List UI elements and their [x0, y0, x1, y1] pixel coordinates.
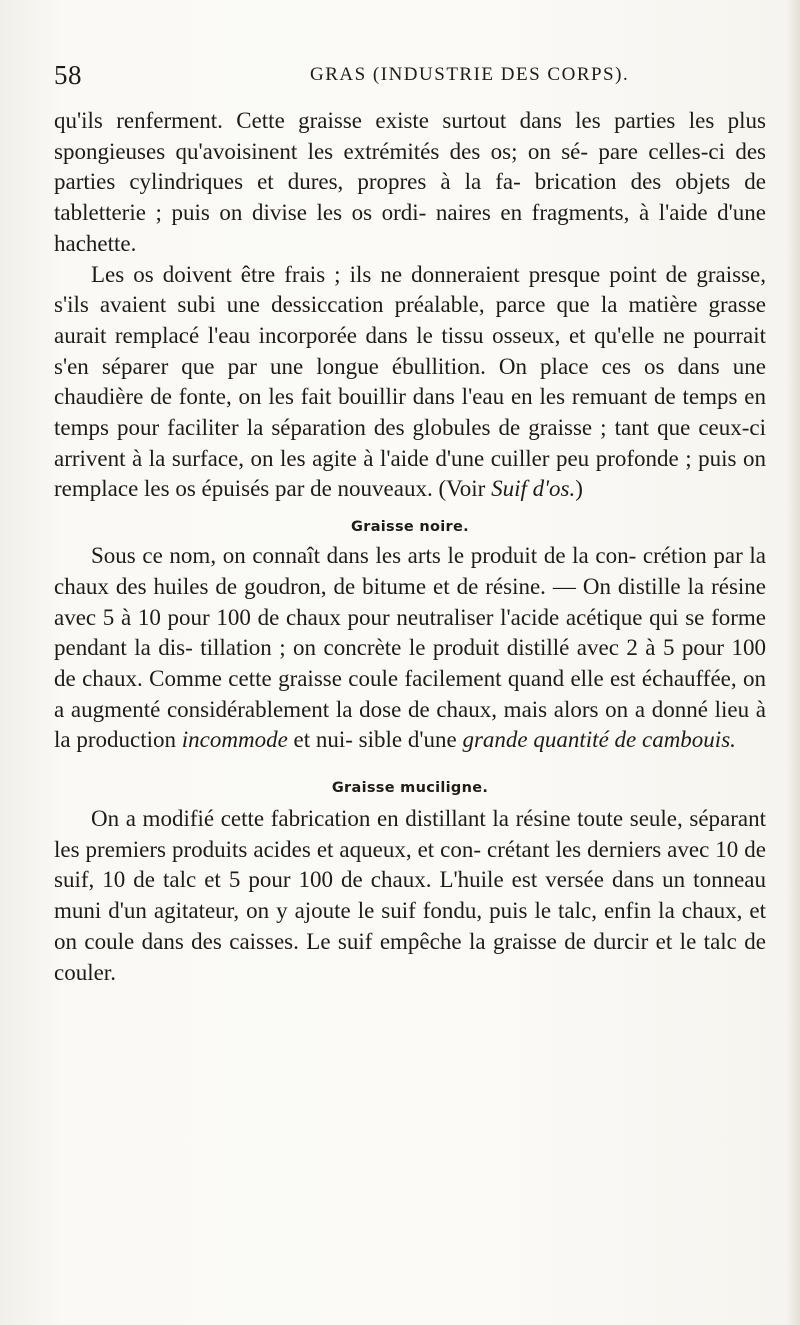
- paragraph-1: qu'ils renferment. Cette graisse existe surtout dans les parties les plus spongieuses qu'avoisinent les extrémités des os; on sé- pare celles-ci des parties cylindriques et dures, propres à la fa- brication des objets de tabletterie ; puis on divise les os ordi- naires en fragments, à l'aide d'une hachette.: [54, 108, 766, 256]
- emphasis-incommode: incommode: [181, 727, 288, 753]
- paragraph-3: [54, 541, 766, 756]
- section-heading-graisse-muciligne: Graisse muciligne.: [331, 780, 489, 797]
- page-spine-shadow: [786, 0, 800, 1325]
- section-heading-graisse-noire: Graisse noire.: [351, 519, 469, 536]
- paragraph-2: [54, 260, 766, 506]
- running-head: GRAS (INDUSTRIE DES CORPS).: [310, 64, 630, 85]
- paragraph-4: On a modifié cette fabrication en distillant la résine toute seule, séparant les premiers produits acides et aqueux, et con- crétant les derniers avec 10 de suif, 10 de talc et 5 pour 100 de chaux. L'huile est versée dans un tonneau muni d'un agitateur, on y ajoute le suif fondu, puis le talc, enfin la chaux, et on coule dans des caisses. Le suif empêche la graisse de durcir et le talc de couler.: [54, 806, 766, 985]
- page-content: [54, 106, 766, 988]
- page-header: [0, 60, 800, 96]
- paragraph-3-mid: et nui- sible d'une: [287, 727, 463, 753]
- paragraph-2-end: ): [575, 476, 583, 502]
- page-number: 58: [54, 60, 82, 90]
- paragraph-3-text: Sous ce nom, on connaît dans les arts le produit de la con- crétion par la chaux des huiles de goudron, de bitume et de résine. — On distille la résine avec 5 à 10 pour 100 de chaux pour neutraliser l'acide acétique qui se forme pendant la dis- tillation ; on concrète le produit distillé avec 2 à 5 pour 100 de chaux. Comme cette graisse coule facilement quand elle est échauffée, on a augmenté considérablement la dose de chaux, mais alors on a donné lieu à la production: [54, 543, 766, 753]
- cross-reference: Suif d'os.: [491, 476, 576, 502]
- paragraph-2-text: Les os doivent être frais ; ils ne donneraient presque point de graisse, s'ils avaient subi une dessiccation préalable, parce que la matière grasse aurait remplacé l'eau incorporée dans le tissu osseux, et qu'elle ne pourrait s'en séparer que par une longue ébullition. On place ces os dans une chaudière de fonte, on les fait bouillir dans l'eau en les remuant de temps en temps pour faciliter la séparation des globules de graisse ; tant que ceux-ci arrivent à la surface, on les agite à l'aide d'une cuiller peu profonde ; puis on remplace les os épuisés par de nouveaux. (Voir: [54, 261, 766, 502]
- emphasis-cambouis: grande quantité de cambouis.: [462, 727, 736, 753]
